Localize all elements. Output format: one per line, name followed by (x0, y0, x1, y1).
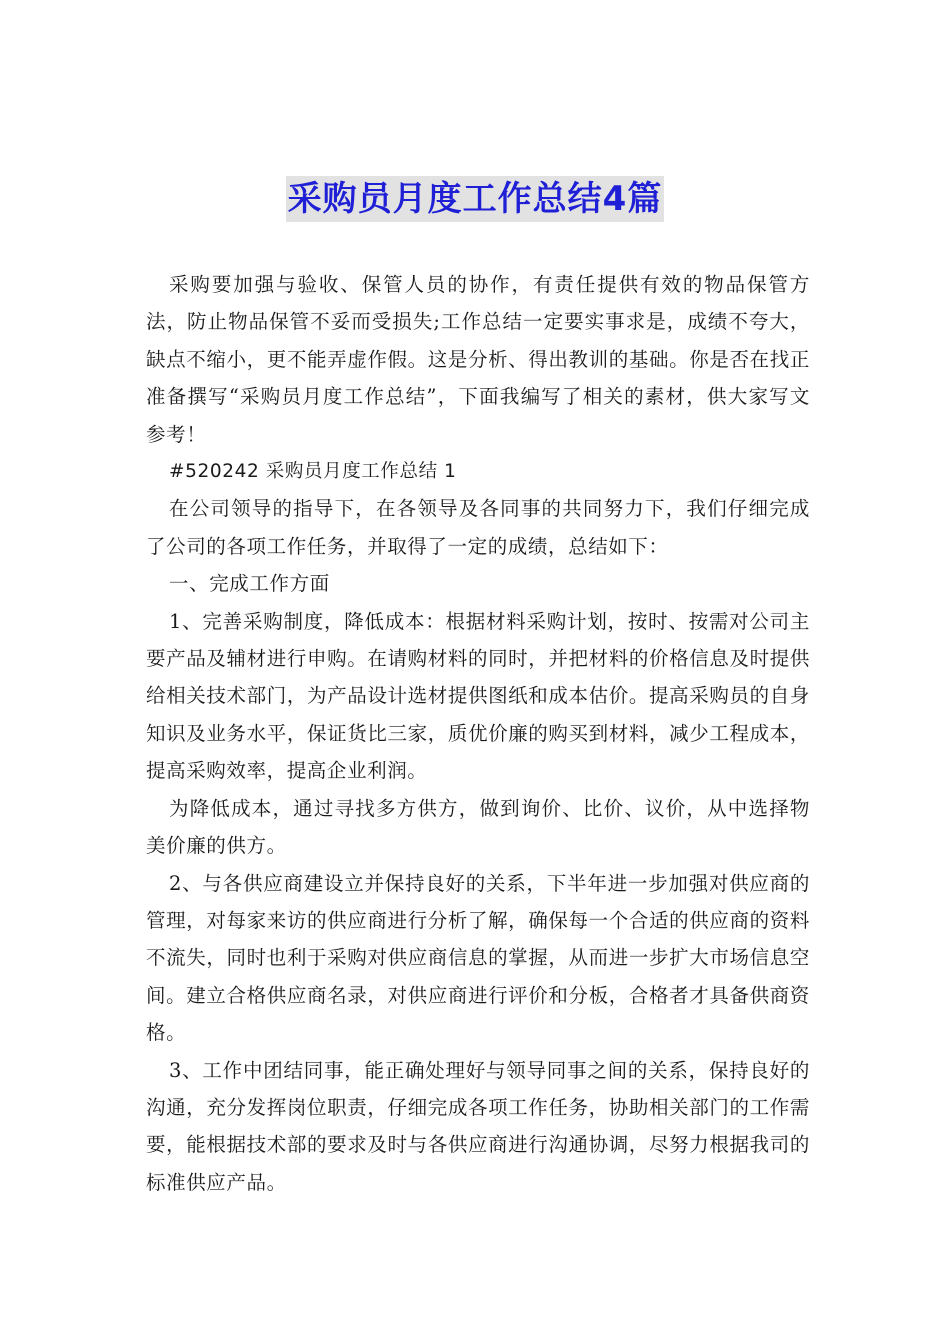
item-3-paragraph: 3、工作中团结同事，能正确处理好与领导同事之间的关系，保持良好的沟通，充分发挥岗位职责，仔细完成各项工作任务，协助相关部门的工作需要，能根据技术部的要求及时与各供应商进行沟通协调，尽努力根据我司的标准供应产品。 (146, 1058, 810, 1194)
item-2-paragraph: 2、与各供应商建设立并保持良好的关系，下半年进一步加强对供应商的管理，对每家来访的供应商进行分析了解，确保每一个合适的供应商的资料不流失，同时也利于采购对供应商信息的掌握，从而进一步扩大市场信息空间。建立合格供应商名录，对供应商进行评价和分板，合格者才具备供商资格。 (146, 871, 810, 1045)
cost-reduction-paragraph: 为降低成本，通过寻找多方供方，做到询价、比价、议价，从中选择物美价廉的供方。 (146, 796, 810, 858)
intro-paragraph: 采购要加强与验收、保管人员的协作，有责任提供有效的物品保管方法，防止物品保管不妥而受损失;工作总结一定要实事求是，成绩不夸大，缺点不缩小，更不能弄虚作假。这是分析、得出教训的基础。你是否在找正准备撰写“采购员月度工作总结”，下面我编写了相关的素材，供大家写文参考！ (146, 273, 810, 446)
section-heading: #520242 采购员月度工作总结 1 (169, 461, 457, 483)
item-1-paragraph: 1、完善采购制度，降低成本：根据材料采购计划，按时、按需对公司主要产品及辅材进行申购。在请购材料的同时，并把材料的价格信息及时提供给相关技术部门，为产品设计选材提供图纸和成本估价。提高采购员的自身知识及业务水平，保证货比三家，质优价廉的购买到材料，减少工程成本，提高采购效率，提高企业利润。 (146, 609, 810, 783)
summary-intro-paragraph: 在公司领导的指导下，在各领导及各同事的共同努力下，我们仔细完成了公司的各项工作任务，并取得了一定的成绩，总结如下： (146, 497, 810, 558)
document-title: 采购员月度工作总结4篇 (286, 176, 665, 222)
subsection-heading: 一、完成工作方面 (169, 572, 330, 596)
document-body (146, 266, 810, 1201)
title-container (0, 176, 950, 222)
